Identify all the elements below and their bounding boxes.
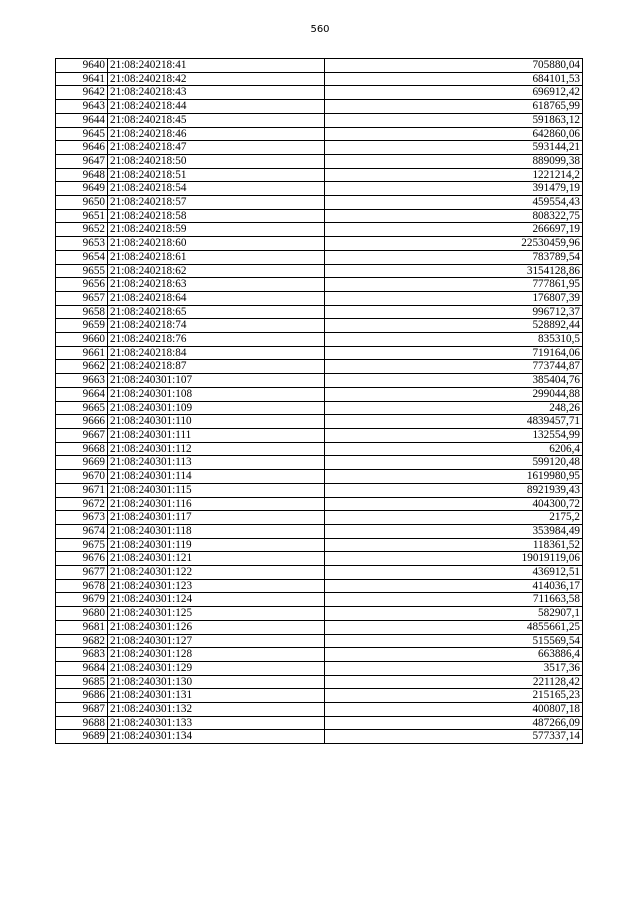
row-number: 9646 — [56, 141, 108, 155]
cadastral-value: 528892,44 — [325, 319, 583, 333]
row-number: 9661 — [56, 346, 108, 360]
table-row — [56, 648, 583, 662]
table-row — [56, 305, 583, 319]
cadastral-value: 889099,38 — [325, 154, 583, 168]
row-number: 9662 — [56, 360, 108, 374]
cadastral-value: 176807,39 — [325, 291, 583, 305]
cadastral-number: 21:08:240218:43 — [108, 86, 325, 100]
cadastral-number: 21:08:240301:118 — [108, 524, 325, 538]
cadastral-number: 21:08:240218:46 — [108, 127, 325, 141]
cadastral-value: 215165,23 — [325, 689, 583, 703]
row-number: 9686 — [56, 689, 108, 703]
table-row — [56, 319, 583, 333]
table-row — [56, 538, 583, 552]
cadastral-number: 21:08:240301:131 — [108, 689, 325, 703]
row-number: 9659 — [56, 319, 108, 333]
cadastral-number: 21:08:240218:58 — [108, 209, 325, 223]
row-number: 9677 — [56, 566, 108, 580]
cadastral-value: 684101,53 — [325, 72, 583, 86]
row-number: 9655 — [56, 264, 108, 278]
cadastral-number: 21:08:240301:124 — [108, 593, 325, 607]
row-number: 9660 — [56, 333, 108, 347]
table-row — [56, 593, 583, 607]
table-row — [56, 497, 583, 511]
table-row — [56, 278, 583, 292]
cadastral-number: 21:08:240301:132 — [108, 703, 325, 717]
cadastral-number: 21:08:240301:114 — [108, 470, 325, 484]
table-row — [56, 442, 583, 456]
row-number: 9668 — [56, 442, 108, 456]
cadastral-number: 21:08:240301:121 — [108, 552, 325, 566]
row-number: 9672 — [56, 497, 108, 511]
row-number: 9670 — [56, 470, 108, 484]
cadastral-number: 21:08:240218:65 — [108, 305, 325, 319]
cadastral-value: 459554,43 — [325, 196, 583, 210]
cadastral-number: 21:08:240301:107 — [108, 374, 325, 388]
cadastral-value: 719164,06 — [325, 346, 583, 360]
row-number: 9673 — [56, 511, 108, 525]
table-row — [56, 661, 583, 675]
table-row — [56, 620, 583, 634]
cadastral-value: 353984,49 — [325, 524, 583, 538]
table-row — [56, 264, 583, 278]
cadastral-number: 21:08:240218:42 — [108, 72, 325, 86]
table-row — [56, 374, 583, 388]
table-row — [56, 716, 583, 730]
cadastral-number: 21:08:240301:116 — [108, 497, 325, 511]
table-row — [56, 470, 583, 484]
cadastral-number: 21:08:240218:84 — [108, 346, 325, 360]
cadastral-value: 577337,14 — [325, 730, 583, 744]
cadastral-number: 21:08:240218:54 — [108, 182, 325, 196]
cadastral-number: 21:08:240301:127 — [108, 634, 325, 648]
table-row — [56, 223, 583, 237]
row-number: 9651 — [56, 209, 108, 223]
row-number: 9676 — [56, 552, 108, 566]
cadastral-number: 21:08:240301:115 — [108, 483, 325, 497]
cadastral-number: 21:08:240218:87 — [108, 360, 325, 374]
cadastral-value: 3517,36 — [325, 661, 583, 675]
cadastral-number: 21:08:240301:108 — [108, 387, 325, 401]
cadastral-number: 21:08:240301:122 — [108, 566, 325, 580]
cadastral-value: 132554,99 — [325, 428, 583, 442]
cadastral-number: 21:08:240301:130 — [108, 675, 325, 689]
cadastral-number: 21:08:240218:50 — [108, 154, 325, 168]
cadastral-value: 248,26 — [325, 401, 583, 415]
cadastral-number: 21:08:240218:59 — [108, 223, 325, 237]
row-number: 9654 — [56, 250, 108, 264]
cadastral-value-table — [55, 58, 583, 744]
cadastral-value: 773744,87 — [325, 360, 583, 374]
cadastral-value: 835310,5 — [325, 333, 583, 347]
table-row — [56, 456, 583, 470]
row-number: 9671 — [56, 483, 108, 497]
row-number: 9666 — [56, 415, 108, 429]
cadastral-number: 21:08:240301:111 — [108, 428, 325, 442]
table-row — [56, 154, 583, 168]
table-row — [56, 566, 583, 580]
table-row — [56, 552, 583, 566]
table-row — [56, 730, 583, 744]
cadastral-value: 6206,4 — [325, 442, 583, 456]
row-number: 9649 — [56, 182, 108, 196]
row-number: 9689 — [56, 730, 108, 744]
row-number: 9658 — [56, 305, 108, 319]
cadastral-value: 404300,72 — [325, 497, 583, 511]
table-row — [56, 607, 583, 621]
row-number: 9681 — [56, 620, 108, 634]
row-number: 9685 — [56, 675, 108, 689]
row-number: 9675 — [56, 538, 108, 552]
cadastral-value: 618765,99 — [325, 100, 583, 114]
cadastral-value: 436912,51 — [325, 566, 583, 580]
page-number: 560 — [310, 24, 330, 35]
table-row — [56, 250, 583, 264]
cadastral-value: 808322,75 — [325, 209, 583, 223]
table-row — [56, 415, 583, 429]
row-number: 9678 — [56, 579, 108, 593]
cadastral-number: 21:08:240301:109 — [108, 401, 325, 415]
cadastral-number: 21:08:240301:119 — [108, 538, 325, 552]
table-row — [56, 511, 583, 525]
row-number: 9674 — [56, 524, 108, 538]
cadastral-value: 642860,06 — [325, 127, 583, 141]
cadastral-value: 1221214,2 — [325, 168, 583, 182]
table-row — [56, 182, 583, 196]
cadastral-number: 21:08:240218:41 — [108, 59, 325, 73]
table-row — [56, 346, 583, 360]
cadastral-number: 21:08:240301:133 — [108, 716, 325, 730]
row-number: 9684 — [56, 661, 108, 675]
row-number: 9665 — [56, 401, 108, 415]
row-number: 9657 — [56, 291, 108, 305]
cadastral-value: 414036,17 — [325, 579, 583, 593]
cadastral-number: 21:08:240218:74 — [108, 319, 325, 333]
cadastral-number: 21:08:240301:112 — [108, 442, 325, 456]
cadastral-value: 391479,19 — [325, 182, 583, 196]
cadastral-value: 2175,2 — [325, 511, 583, 525]
row-number: 9648 — [56, 168, 108, 182]
cadastral-number: 21:08:240301:134 — [108, 730, 325, 744]
cadastral-value: 1619980,95 — [325, 470, 583, 484]
table-row — [56, 100, 583, 114]
row-number: 9641 — [56, 72, 108, 86]
row-number: 9652 — [56, 223, 108, 237]
table-row — [56, 209, 583, 223]
row-number: 9650 — [56, 196, 108, 210]
row-number: 9642 — [56, 86, 108, 100]
cadastral-number: 21:08:240301:126 — [108, 620, 325, 634]
cadastral-number: 21:08:240218:62 — [108, 264, 325, 278]
cadastral-number: 21:08:240218:57 — [108, 196, 325, 210]
cadastral-number: 21:08:240218:51 — [108, 168, 325, 182]
table-body — [56, 59, 583, 744]
cadastral-number: 21:08:240301:117 — [108, 511, 325, 525]
cadastral-number: 21:08:240218:44 — [108, 100, 325, 114]
table-row — [56, 333, 583, 347]
cadastral-number: 21:08:240301:123 — [108, 579, 325, 593]
row-number: 9640 — [56, 59, 108, 73]
cadastral-value: 711663,58 — [325, 593, 583, 607]
table-row — [56, 634, 583, 648]
cadastral-value: 487266,09 — [325, 716, 583, 730]
cadastral-value: 22530459,96 — [325, 237, 583, 251]
table-row — [56, 387, 583, 401]
cadastral-number: 21:08:240301:125 — [108, 607, 325, 621]
row-number: 9656 — [56, 278, 108, 292]
table-row — [56, 524, 583, 538]
cadastral-value: 582907,1 — [325, 607, 583, 621]
cadastral-value: 3154128,86 — [325, 264, 583, 278]
cadastral-value: 8921939,43 — [325, 483, 583, 497]
cadastral-value: 299044,88 — [325, 387, 583, 401]
cadastral-value: 777861,95 — [325, 278, 583, 292]
row-number: 9679 — [56, 593, 108, 607]
cadastral-number: 21:08:240218:45 — [108, 113, 325, 127]
cadastral-number: 21:08:240218:76 — [108, 333, 325, 347]
row-number: 9688 — [56, 716, 108, 730]
cadastral-value: 266697,19 — [325, 223, 583, 237]
table-row — [56, 291, 583, 305]
cadastral-value: 591863,12 — [325, 113, 583, 127]
cadastral-value: 4855661,25 — [325, 620, 583, 634]
row-number: 9664 — [56, 387, 108, 401]
table-row — [56, 72, 583, 86]
cadastral-number: 21:08:240218:47 — [108, 141, 325, 155]
cadastral-number: 21:08:240301:110 — [108, 415, 325, 429]
cadastral-value: 599120,48 — [325, 456, 583, 470]
cadastral-number: 21:08:240301:113 — [108, 456, 325, 470]
table-row — [56, 483, 583, 497]
row-number: 9669 — [56, 456, 108, 470]
cadastral-number: 21:08:240218:60 — [108, 237, 325, 251]
row-number: 9644 — [56, 113, 108, 127]
cadastral-value: 118361,52 — [325, 538, 583, 552]
cadastral-value: 705880,04 — [325, 59, 583, 73]
cadastral-number: 21:08:240218:61 — [108, 250, 325, 264]
row-number: 9653 — [56, 237, 108, 251]
row-number: 9680 — [56, 607, 108, 621]
table-row — [56, 168, 583, 182]
table-row — [56, 360, 583, 374]
table-row — [56, 401, 583, 415]
cadastral-number: 21:08:240301:129 — [108, 661, 325, 675]
table-row — [56, 141, 583, 155]
table-row — [56, 428, 583, 442]
cadastral-value: 515569,54 — [325, 634, 583, 648]
cadastral-value: 385404,76 — [325, 374, 583, 388]
cadastral-number: 21:08:240301:128 — [108, 648, 325, 662]
table-row — [56, 237, 583, 251]
row-number: 9643 — [56, 100, 108, 114]
cadastral-number: 21:08:240218:63 — [108, 278, 325, 292]
table-row — [56, 127, 583, 141]
cadastral-value: 783789,54 — [325, 250, 583, 264]
cadastral-number: 21:08:240218:64 — [108, 291, 325, 305]
cadastral-value: 221128,42 — [325, 675, 583, 689]
cadastral-value: 4839457,71 — [325, 415, 583, 429]
row-number: 9683 — [56, 648, 108, 662]
table-row — [56, 113, 583, 127]
cadastral-value: 996712,37 — [325, 305, 583, 319]
cadastral-value: 663886,4 — [325, 648, 583, 662]
row-number: 9645 — [56, 127, 108, 141]
row-number: 9667 — [56, 428, 108, 442]
table-row — [56, 675, 583, 689]
table-row — [56, 689, 583, 703]
cadastral-value: 400807,18 — [325, 703, 583, 717]
cadastral-value: 696912,42 — [325, 86, 583, 100]
table-row — [56, 703, 583, 717]
row-number: 9647 — [56, 154, 108, 168]
table-row — [56, 59, 583, 73]
table-row — [56, 86, 583, 100]
table-row — [56, 579, 583, 593]
row-number: 9663 — [56, 374, 108, 388]
row-number: 9682 — [56, 634, 108, 648]
row-number: 9687 — [56, 703, 108, 717]
table-row — [56, 196, 583, 210]
cadastral-value: 19019119,06 — [325, 552, 583, 566]
cadastral-value: 593144,21 — [325, 141, 583, 155]
